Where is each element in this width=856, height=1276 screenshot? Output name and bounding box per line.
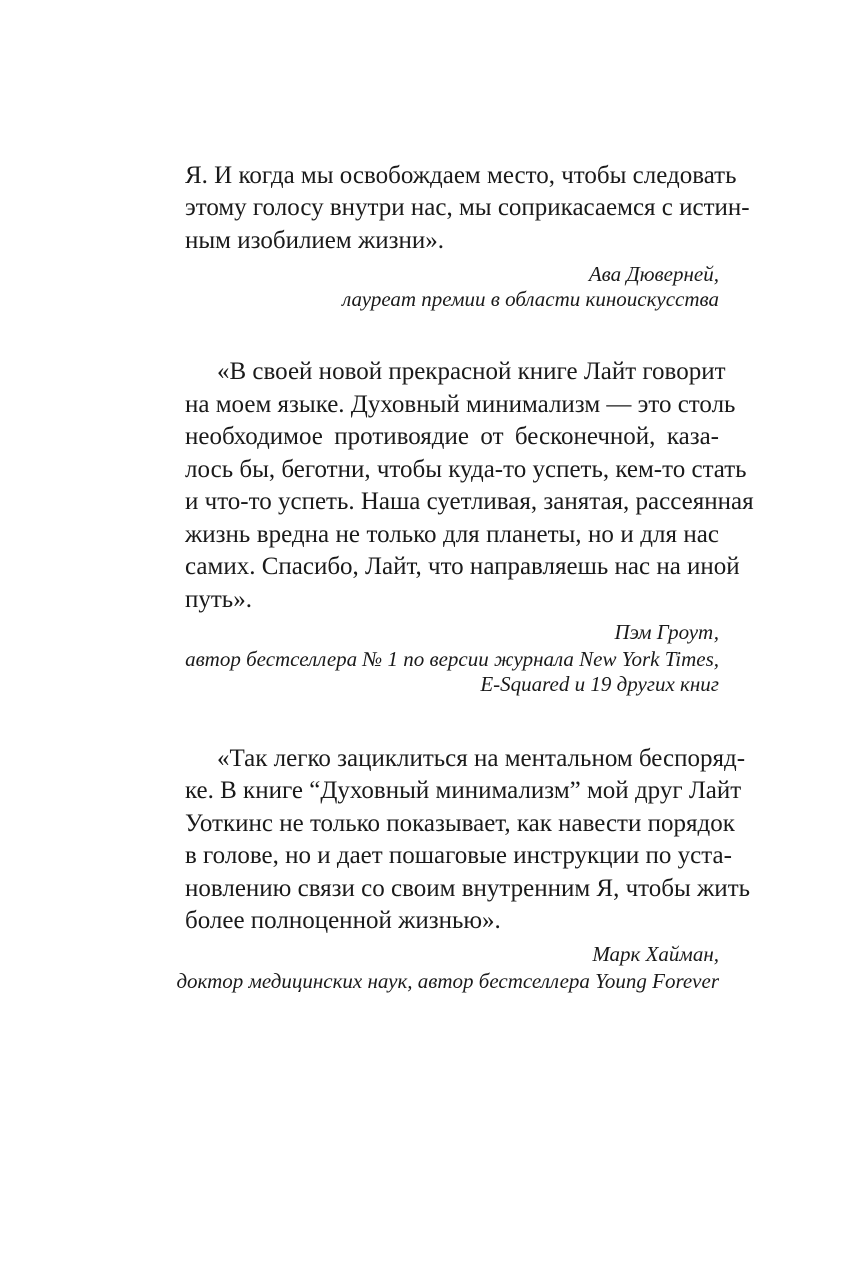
quote-1-line-1: Я. И когда мы освобождаем место, чтобы следовать [185,162,737,189]
quote-2-line-4: лось бы, беготни, чтобы куда-то успеть, кем-то стать [185,456,747,483]
quote-2-line-3: необходимое противоядие от бесконечной, каза- [185,423,719,450]
quote-2-line-2: на моем языке. Духовный минимализм — это столь [185,391,736,418]
quote-2-line-6: жизнь вредна не только для планеты, но и для нас [185,521,719,548]
quote-3-credentials-1: доктор медицинских наук, автор бестселлера Young Forever [176,969,719,993]
quote-3-line-2: ке. В книге “Духовный минимализм” мой друг Лайт [185,777,742,804]
quote-3-line-1: «Так легко зациклиться на ментальном беспоряд- [217,745,746,772]
quote-1-author: Ава Дюверней, [588,262,719,286]
quote-2-line-1: «В своей новой прекрасной книге Лайт говорит [217,358,726,385]
quote-2-line-7: самих. Спасибо, Лайт, что направляешь нас на иной [185,553,740,580]
quote-1-line-3: ным изобилием жизни». [185,227,445,254]
quote-3-line-4: в голове, но и дает пошаговые инструкции по уста- [185,842,732,869]
quote-2-line-8: путь». [185,586,252,613]
quote-3-line-3: Уоткинс не только показывает, как навести порядок [185,810,735,837]
quote-2-credentials-2: E-Squared и 19 других книг [480,672,719,696]
quote-2-credentials-1: автор бестселлера № 1 по версии журнала New York Times, [185,647,719,671]
quote-3-line-5: новлению связи со своим внутренним Я, чтобы жить [185,875,751,902]
quote-3-line-6: более полноценной жизнью». [185,907,501,934]
quote-2-line-5: и что-то успеть. Наша суетливая, занятая, рассеянная [185,488,754,515]
quote-3-author: Марк Хайман, [592,942,719,966]
quote-2-author: Пэм Гроут, [614,620,719,644]
quote-1-line-2: этому голосу внутри нас, мы соприкасаемся с истин- [185,194,750,221]
quote-1-credentials-1: лауреат премии в области киноискусства [342,287,719,311]
